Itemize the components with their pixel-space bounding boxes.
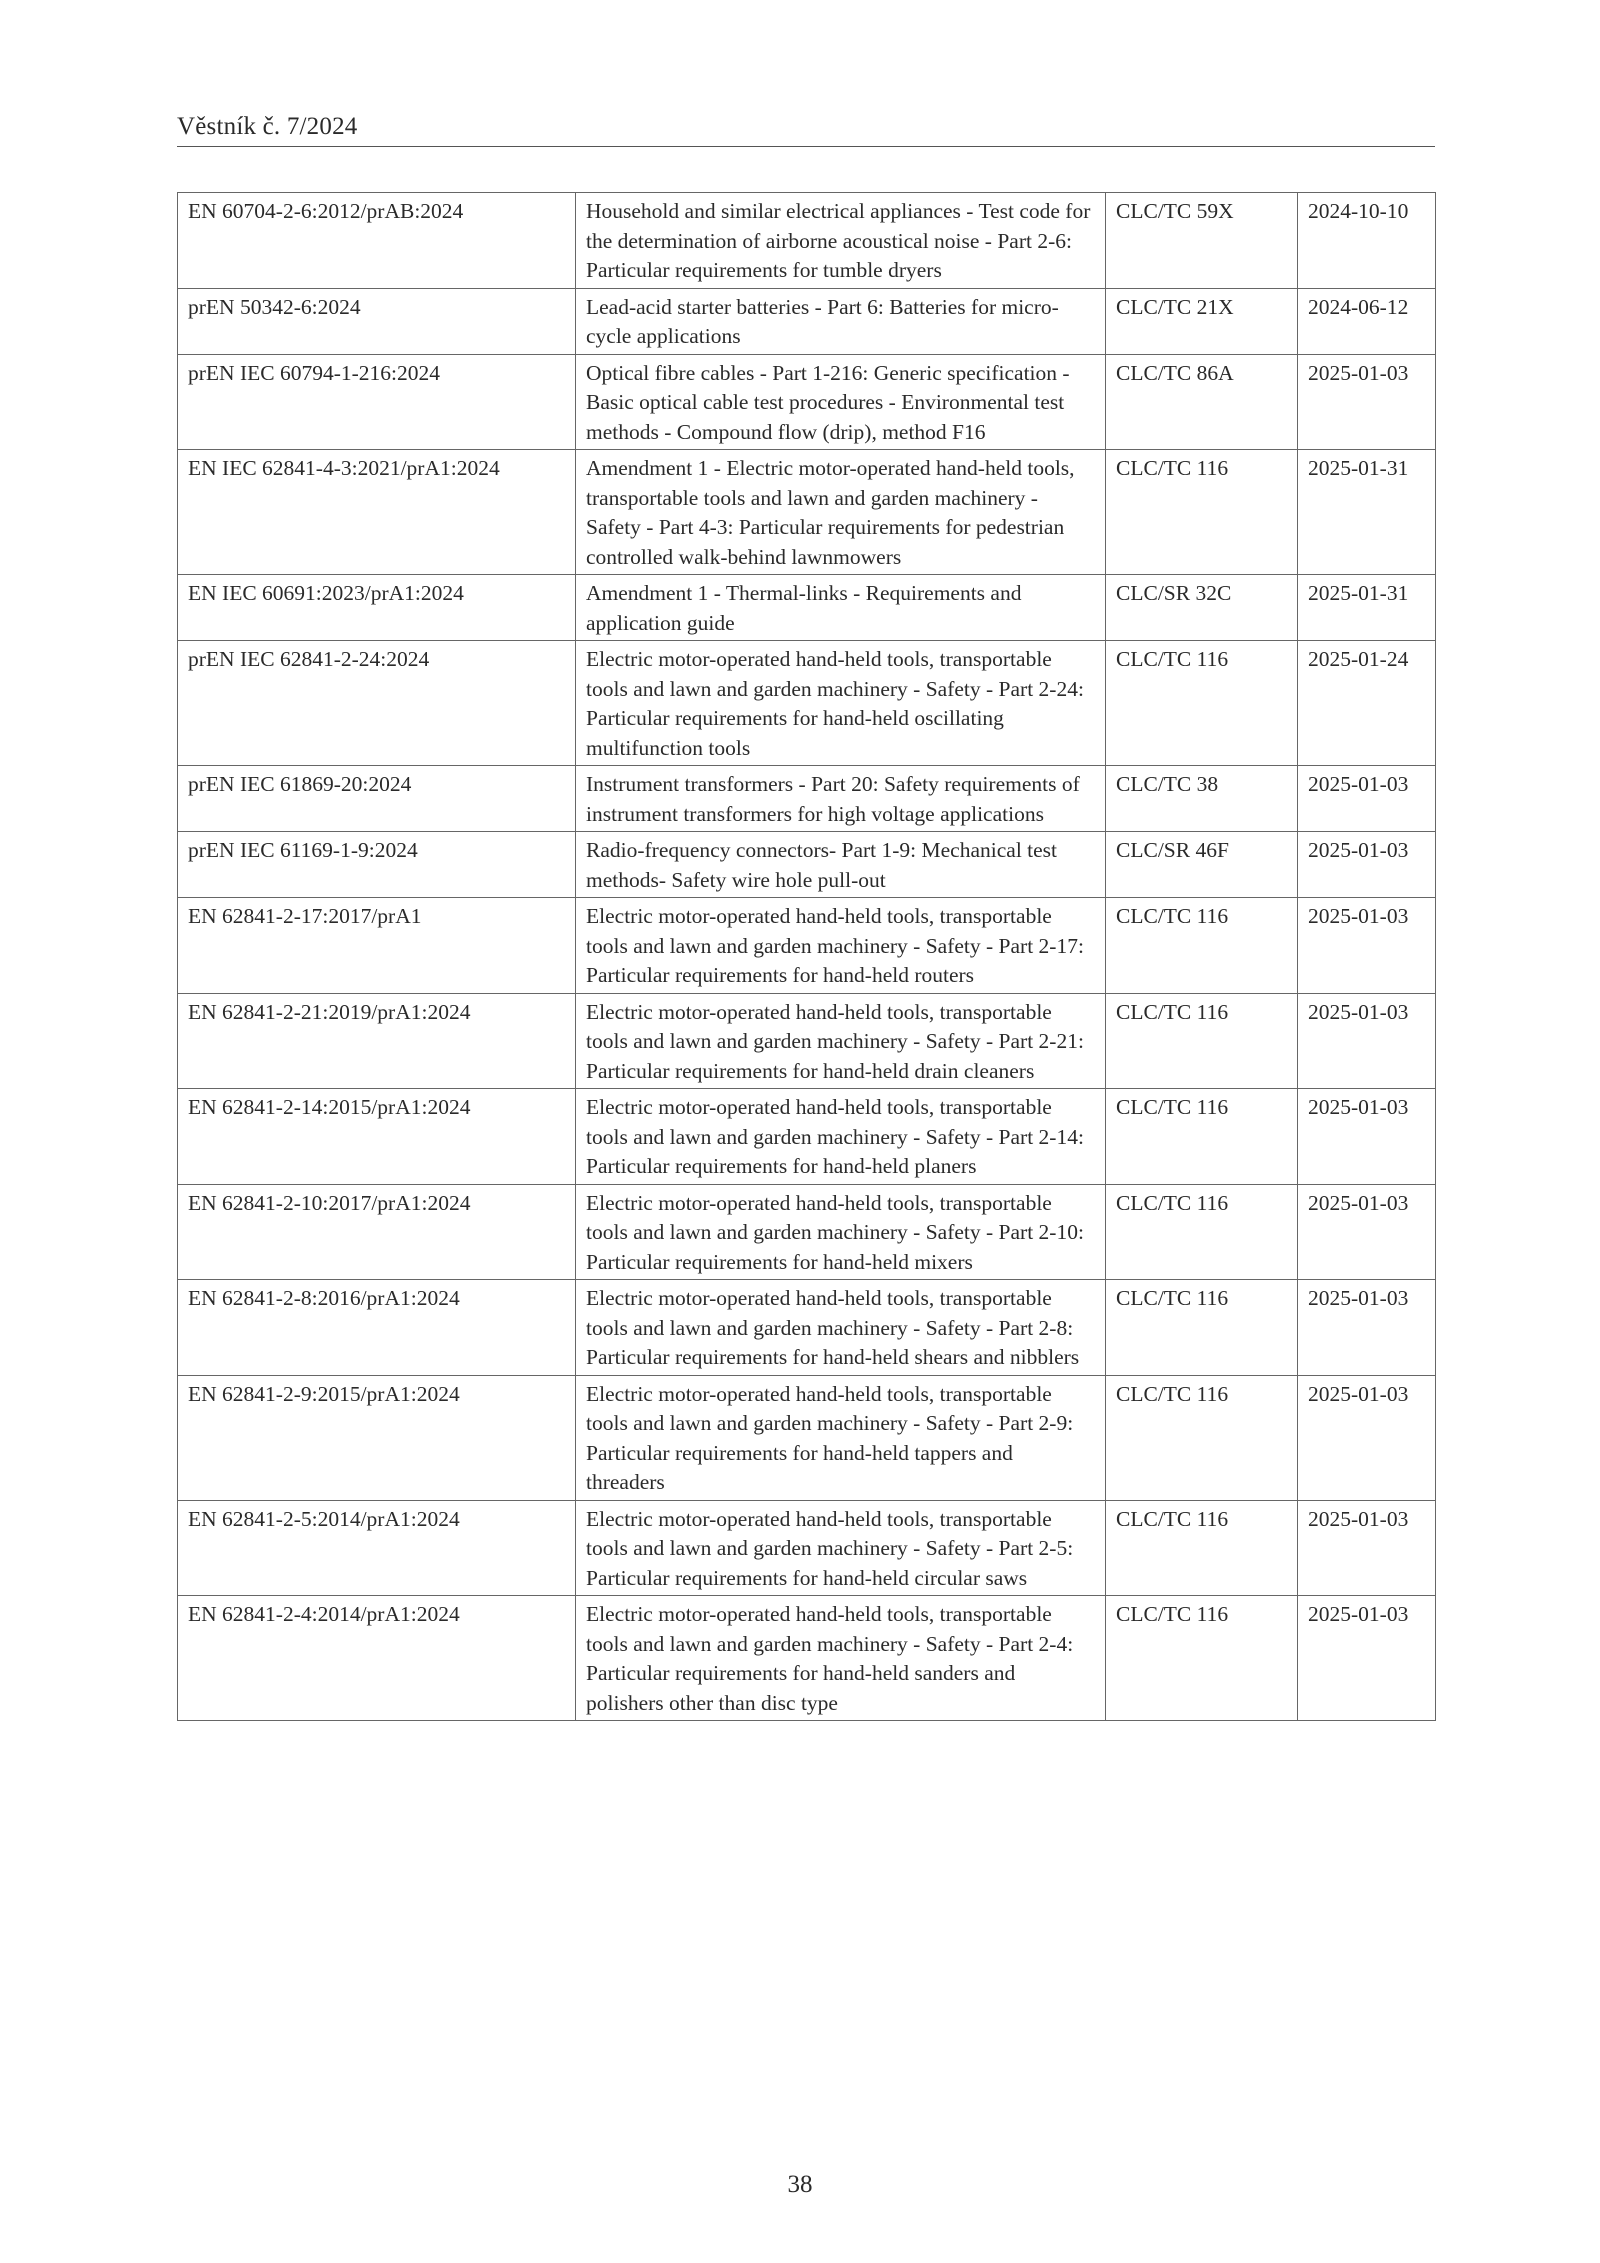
deadline-date: 2025-01-03 [1298,766,1436,832]
standard-title: Lead-acid starter batteries - Part 6: Batteries for micro-cycle applications [576,288,1106,354]
table-row [178,288,1436,354]
table-row [178,354,1436,450]
table-row [178,1500,1436,1596]
standard-title: Electric motor-operated hand-held tools, transportable tools and lawn and garden machinery - Safety - Part 2-10: Particular requirements for hand-held mixers [576,1184,1106,1280]
table-row [178,575,1436,641]
table-row [178,766,1436,832]
deadline-date: 2025-01-03 [1298,1089,1436,1185]
table-row [178,1089,1436,1185]
technical-committee: CLC/TC 86A [1106,354,1298,450]
standard-reference: prEN IEC 60794-1-216:2024 [178,354,576,450]
table-row [178,193,1436,289]
page-number: 38 [787,2171,813,2198]
standard-title: Electric motor-operated hand-held tools, transportable tools and lawn and garden machinery - Safety - Part 2-14: Particular requirements for hand-held planers [576,1089,1106,1185]
deadline-date: 2025-01-03 [1298,898,1436,994]
deadline-date: 2025-01-03 [1298,1500,1436,1596]
standard-reference: EN 62841-2-4:2014/prA1:2024 [178,1596,576,1721]
deadline-date: 2025-01-24 [1298,641,1436,766]
standard-reference: EN IEC 60691:2023/prA1:2024 [178,575,576,641]
table-row [178,832,1436,898]
table-row [178,993,1436,1089]
technical-committee: CLC/TC 116 [1106,898,1298,994]
standard-title: Electric motor-operated hand-held tools, transportable tools and lawn and garden machinery - Safety - Part 2-17: Particular requirements for hand-held routers [576,898,1106,994]
standard-title: Electric motor-operated hand-held tools, transportable tools and lawn and garden machinery - Safety - Part 2-8: Particular requirements for hand-held shears and nibblers [576,1280,1106,1376]
deadline-date: 2024-10-10 [1298,193,1436,289]
standard-title: Radio-frequency connectors- Part 1-9: Mechanical test methods- Safety wire hole pull-out [576,832,1106,898]
deadline-date: 2025-01-03 [1298,1375,1436,1500]
standard-reference: prEN IEC 61869-20:2024 [178,766,576,832]
technical-committee: CLC/TC 116 [1106,1184,1298,1280]
standard-reference: EN 62841-2-10:2017/prA1:2024 [178,1184,576,1280]
deadline-date: 2025-01-03 [1298,1184,1436,1280]
deadline-date: 2025-01-03 [1298,993,1436,1089]
standard-title: Amendment 1 - Electric motor-operated hand-held tools, transportable tools and lawn and garden machinery - Safety - Part 4-3: Particular requirements for pedestrian controlled walk-behind lawnmowers [576,450,1106,575]
technical-committee: CLC/TC 116 [1106,1596,1298,1721]
deadline-date: 2025-01-03 [1298,354,1436,450]
technical-committee: CLC/TC 116 [1106,641,1298,766]
standard-title: Amendment 1 - Thermal-links - Requirements and application guide [576,575,1106,641]
standards-table [177,192,1436,1721]
technical-committee: CLC/SR 32C [1106,575,1298,641]
standard-reference: EN IEC 62841-4-3:2021/prA1:2024 [178,450,576,575]
standard-reference: prEN 50342-6:2024 [178,288,576,354]
standard-title: Instrument transformers - Part 20: Safety requirements of instrument transformers for high voltage applications [576,766,1106,832]
standard-reference: EN 62841-2-17:2017/prA1 [178,898,576,994]
technical-committee: CLC/SR 46F [1106,832,1298,898]
technical-committee: CLC/TC 21X [1106,288,1298,354]
technical-committee: CLC/TC 116 [1106,450,1298,575]
deadline-date: 2025-01-03 [1298,1596,1436,1721]
standard-reference: EN 62841-2-8:2016/prA1:2024 [178,1280,576,1376]
standard-reference: EN 62841-2-21:2019/prA1:2024 [178,993,576,1089]
technical-committee: CLC/TC 38 [1106,766,1298,832]
standard-reference: prEN IEC 61169-1-9:2024 [178,832,576,898]
table-row [178,898,1436,994]
table-row [178,1280,1436,1376]
standard-title: Household and similar electrical appliances - Test code for the determination of airborne acoustical noise - Part 2-6: Particular requirements for tumble dryers [576,193,1106,289]
standard-reference: EN 62841-2-5:2014/prA1:2024 [178,1500,576,1596]
table-row [178,1375,1436,1500]
page-header [177,112,1435,147]
standard-title: Electric motor-operated hand-held tools, transportable tools and lawn and garden machinery - Safety - Part 2-24: Particular requirements for hand-held oscillating multifunction tools [576,641,1106,766]
standard-reference: prEN IEC 62841-2-24:2024 [178,641,576,766]
standard-title: Electric motor-operated hand-held tools, transportable tools and lawn and garden machinery - Safety - Part 2-9: Particular requirements for hand-held tappers and threaders [576,1375,1106,1500]
standard-reference: EN 62841-2-14:2015/prA1:2024 [178,1089,576,1185]
table-row [178,1596,1436,1721]
technical-committee: CLC/TC 116 [1106,1280,1298,1376]
technical-committee: CLC/TC 116 [1106,1089,1298,1185]
standard-title: Electric motor-operated hand-held tools, transportable tools and lawn and garden machinery - Safety - Part 2-21: Particular requirements for hand-held drain cleaners [576,993,1106,1089]
table-row [178,641,1436,766]
deadline-date: 2025-01-31 [1298,450,1436,575]
standard-title: Electric motor-operated hand-held tools, transportable tools and lawn and garden machinery - Safety - Part 2-4: Particular requirements for hand-held sanders and polishers other than disc type [576,1596,1106,1721]
deadline-date: 2025-01-31 [1298,575,1436,641]
table-row [178,450,1436,575]
standards-table-body [178,193,1436,1721]
technical-committee: CLC/TC 59X [1106,193,1298,289]
technical-committee: CLC/TC 116 [1106,1500,1298,1596]
standard-reference: EN 60704-2-6:2012/prAB:2024 [178,193,576,289]
table-row [178,1184,1436,1280]
deadline-date: 2025-01-03 [1298,1280,1436,1376]
bulletin-title: Věstník č. 7/2024 [177,113,358,140]
standard-title: Electric motor-operated hand-held tools, transportable tools and lawn and garden machinery - Safety - Part 2-5: Particular requirements for hand-held circular saws [576,1500,1106,1596]
standard-reference: EN 62841-2-9:2015/prA1:2024 [178,1375,576,1500]
deadline-date: 2024-06-12 [1298,288,1436,354]
standard-title: Optical fibre cables - Part 1-216: Generic specification - Basic optical cable test procedures - Environmental test methods - Compound flow (drip), method F16 [576,354,1106,450]
technical-committee: CLC/TC 116 [1106,1375,1298,1500]
deadline-date: 2025-01-03 [1298,832,1436,898]
technical-committee: CLC/TC 116 [1106,993,1298,1089]
